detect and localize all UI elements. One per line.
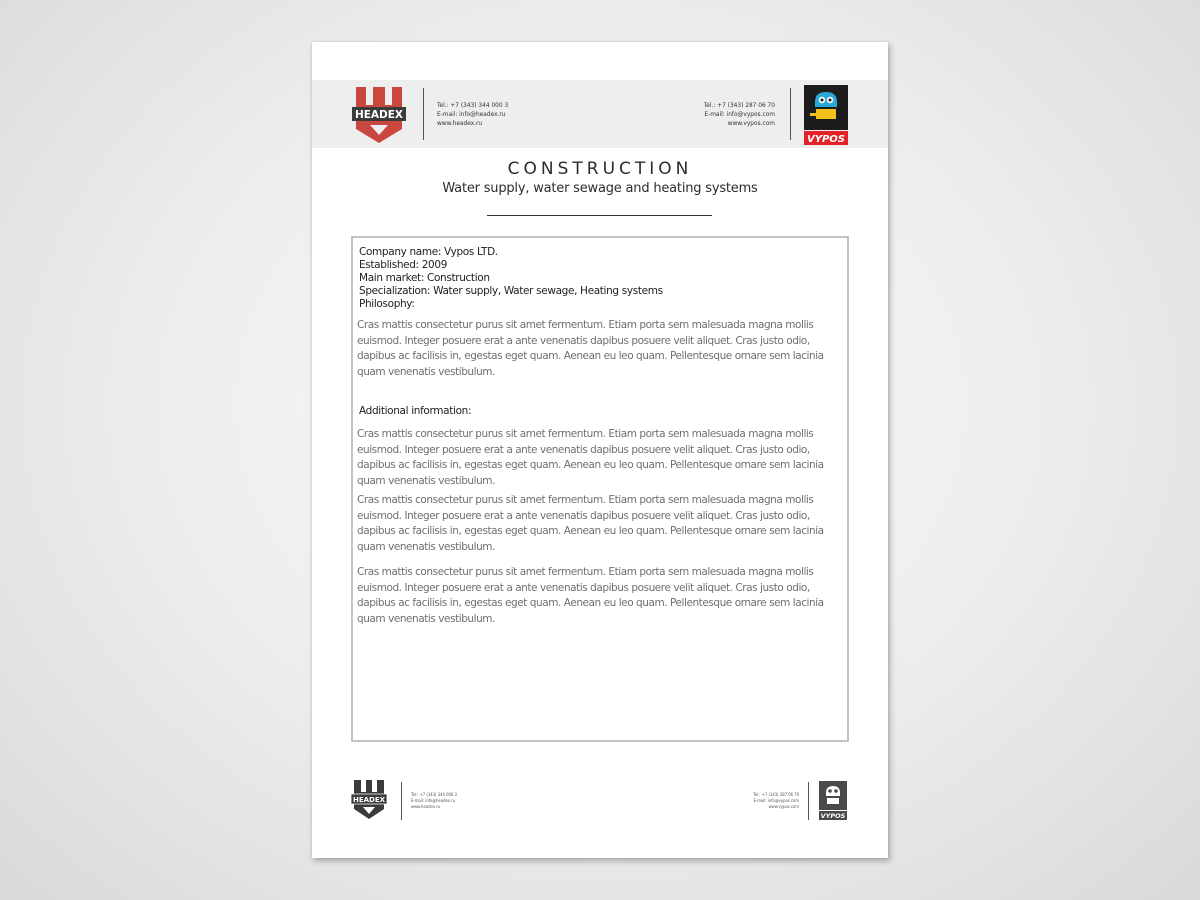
footer-left-web: www.headex.ru xyxy=(411,804,441,809)
additional-paragraph: Cras mattis consectetur purus sit amet fermentum. Etiam porta sem malesuada magna mollis euismod. Integer posuere erat a ante venenatis dapibus posuere velit aliquet. Cras justo odio, dapibus ac facilisis in, egestas eget quam. Aenean eu leo quam. Pellentesque ornare sem lacinia quam venenatis vestibulum. xyxy=(357,566,824,625)
svg-text:HEADEX: HEADEX xyxy=(352,796,386,804)
company-specialization: Specialization: Water supply, Water sewage, Heating systems xyxy=(359,285,663,297)
header-right-web: www.vypos.com xyxy=(727,119,775,127)
additional-paragraph: Cras mattis consectetur purus sit amet fermentum. Etiam porta sem malesuada magna mollis euismod. Integer posuere erat a ante venenatis dapibus posuere velit aliquet. Cras justo odio, dapibus ac facilisis in, egestas eget quam. Aenean eu leo quam. Pellentesque ornare sem lacinia quam venenatis vestibulum. xyxy=(357,428,824,487)
header-left-tel: Tel.: +7 (343) 344 000 3 xyxy=(437,101,509,109)
company-established: Established: 2009 xyxy=(359,259,448,271)
header-right-tel: Tel.: +7 (343) 287 06 70 xyxy=(703,101,775,109)
footer-right-contact xyxy=(753,792,799,810)
header-right-email: E-mail: info@vypos.com xyxy=(704,110,775,118)
footer-vypos-logo xyxy=(819,781,847,820)
footer-right-email: E-mail: info@vypos.com xyxy=(753,798,799,803)
vypos-logo xyxy=(804,85,848,145)
company-name: Company name: Vypos LTD. xyxy=(359,246,498,258)
philosophy-paragraph: Cras mattis consectetur purus sit amet fermentum. Etiam porta sem malesuada magna mollis euismod. Integer posuere erat a ante venenatis dapibus posuere velit aliquet. Cras justo odio, dapibus ac facilisis in, egestas eget quam. Aenean eu leo quam. Pellentesque ornare sem lacinia quam venenatis vestibulum. xyxy=(357,319,824,378)
title-underline xyxy=(487,215,712,216)
content-box xyxy=(351,236,849,742)
header-left-email: E-mail: info@headex.ru xyxy=(437,110,506,118)
footer-headex-logo xyxy=(350,779,388,821)
footer-right-web: www.vypos.com xyxy=(768,804,799,809)
vypos-logo-wordmark: VYPOS xyxy=(806,134,846,145)
footer-left-divider xyxy=(401,782,402,820)
footer-right-tel: Tel.: +7 (343) 287 06 70 xyxy=(753,792,799,797)
philosophy-label: Philosophy: xyxy=(359,298,415,310)
letterhead-sheet xyxy=(312,42,888,858)
additional-paragraph: Cras mattis consectetur purus sit amet fermentum. Etiam porta sem malesuada magna mollis euismod. Integer posuere erat a ante venenatis dapibus posuere velit aliquet. Cras justo odio, dapibus ac facilisis in, egestas eget quam. Aenean eu leo quam. Pellentesque ornare sem lacinia quam venenatis vestibulum. xyxy=(357,494,824,553)
svg-text:VYPOS: VYPOS xyxy=(820,812,846,820)
header-left-web: www.headex.ru xyxy=(437,119,483,127)
footer-left-tel: Tel.: +7 (343) 344 000 3 xyxy=(411,792,457,797)
company-market: Main market: Construction xyxy=(359,272,490,284)
header-right-contact xyxy=(704,101,775,128)
footer-left-contact xyxy=(411,792,457,810)
footer-left-email: E-mail: info@headex.ru xyxy=(411,798,456,803)
page-subtitle: Water supply, water sewage and heating systems xyxy=(442,181,758,196)
headex-logo-wordmark: HEADEX xyxy=(354,109,404,121)
header-right-divider xyxy=(790,88,791,140)
additional-info-heading: Additional information: xyxy=(359,405,472,417)
page-title: CONSTRUCTION xyxy=(507,159,693,179)
company-facts xyxy=(359,246,839,311)
headex-logo xyxy=(350,85,408,145)
footer-right-divider xyxy=(808,782,809,820)
header-left-divider xyxy=(423,88,424,140)
header-left-contact xyxy=(437,101,508,128)
